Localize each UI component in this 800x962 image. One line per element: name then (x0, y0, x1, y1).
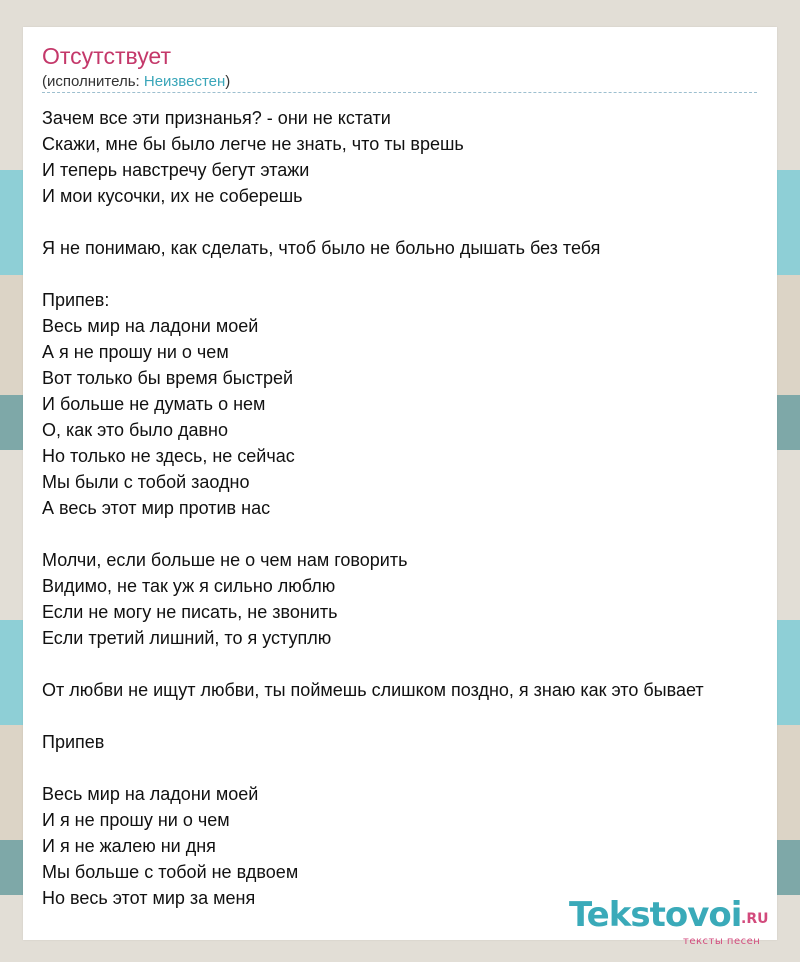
lyric-line: Если не могу не писать, не звонить (42, 602, 338, 622)
artist-prefix: (исполнитель: (42, 73, 144, 90)
lyric-line: И теперь навстречу бегут этажи (42, 160, 310, 180)
lyric-line: А весь этот мир против нас (42, 498, 271, 518)
logo-name: Tekstovoi (569, 895, 742, 935)
artist-line (42, 73, 230, 90)
lyric-line: Весь мир на ладони моей (42, 316, 259, 336)
lyric-line: Весь мир на ладони моей (42, 784, 259, 804)
lyric-line: Но весь этот мир за меня (42, 888, 256, 908)
lyric-line: Припев: (42, 290, 110, 310)
lyric-line (42, 755, 782, 781)
logo-tld: .RU (741, 911, 769, 927)
lyric-line: Скажи, мне бы было легче не знать, что ты врешь (42, 134, 464, 154)
lyrics-card (23, 27, 777, 947)
lyric-line (42, 703, 782, 729)
lyric-line: Зачем все эти признанья? - они не кстати (42, 108, 391, 128)
lyric-line: Молчи, если больше не о чем нам говорить (42, 550, 408, 570)
artist-suffix: ) (225, 73, 231, 90)
lyric-line: Если третий лишний, то я уступлю (42, 628, 332, 648)
lyric-line: Вот только бы время быстрей (42, 368, 294, 388)
lyric-line: О, как это было давно (42, 420, 228, 440)
divider (42, 92, 757, 93)
lyric-line: А я не прошу ни о чем (42, 342, 229, 362)
lyric-line: И больше не думать о нем (42, 394, 266, 414)
lyric-line: И мои кусочки, их не соберешь (42, 186, 303, 206)
lyric-line (42, 261, 782, 287)
song-title: Отсутствует (42, 43, 171, 69)
lyric-line: Но только не здесь, не сейчас (42, 446, 295, 466)
lyric-line (42, 651, 782, 677)
artist-link[interactable]: Неизвестен (143, 73, 226, 90)
site-logo[interactable] (569, 895, 779, 947)
lyric-line: От любви не ищут любви, ты поймешь слишком поздно, я знаю как это бывает (42, 680, 704, 700)
lyrics-text (42, 105, 782, 911)
lyric-line: И я не жалею ни дня (42, 836, 216, 856)
lyric-line: Мы были с тобой заодно (42, 472, 250, 492)
lyric-line (42, 521, 782, 547)
lyric-line: Видимо, не так уж я сильно люблю (42, 576, 336, 596)
lyric-line: Мы больше с тобой не вдвоем (42, 862, 299, 882)
lyric-line: Я не понимаю, как сделать, чтоб было не больно дышать без тебя (42, 238, 601, 258)
lyric-line: И я не прошу ни о чем (42, 810, 230, 830)
lyric-line: Припев (42, 732, 105, 752)
lyric-line (42, 209, 782, 235)
logo-tagline: тексты песен (683, 936, 761, 947)
